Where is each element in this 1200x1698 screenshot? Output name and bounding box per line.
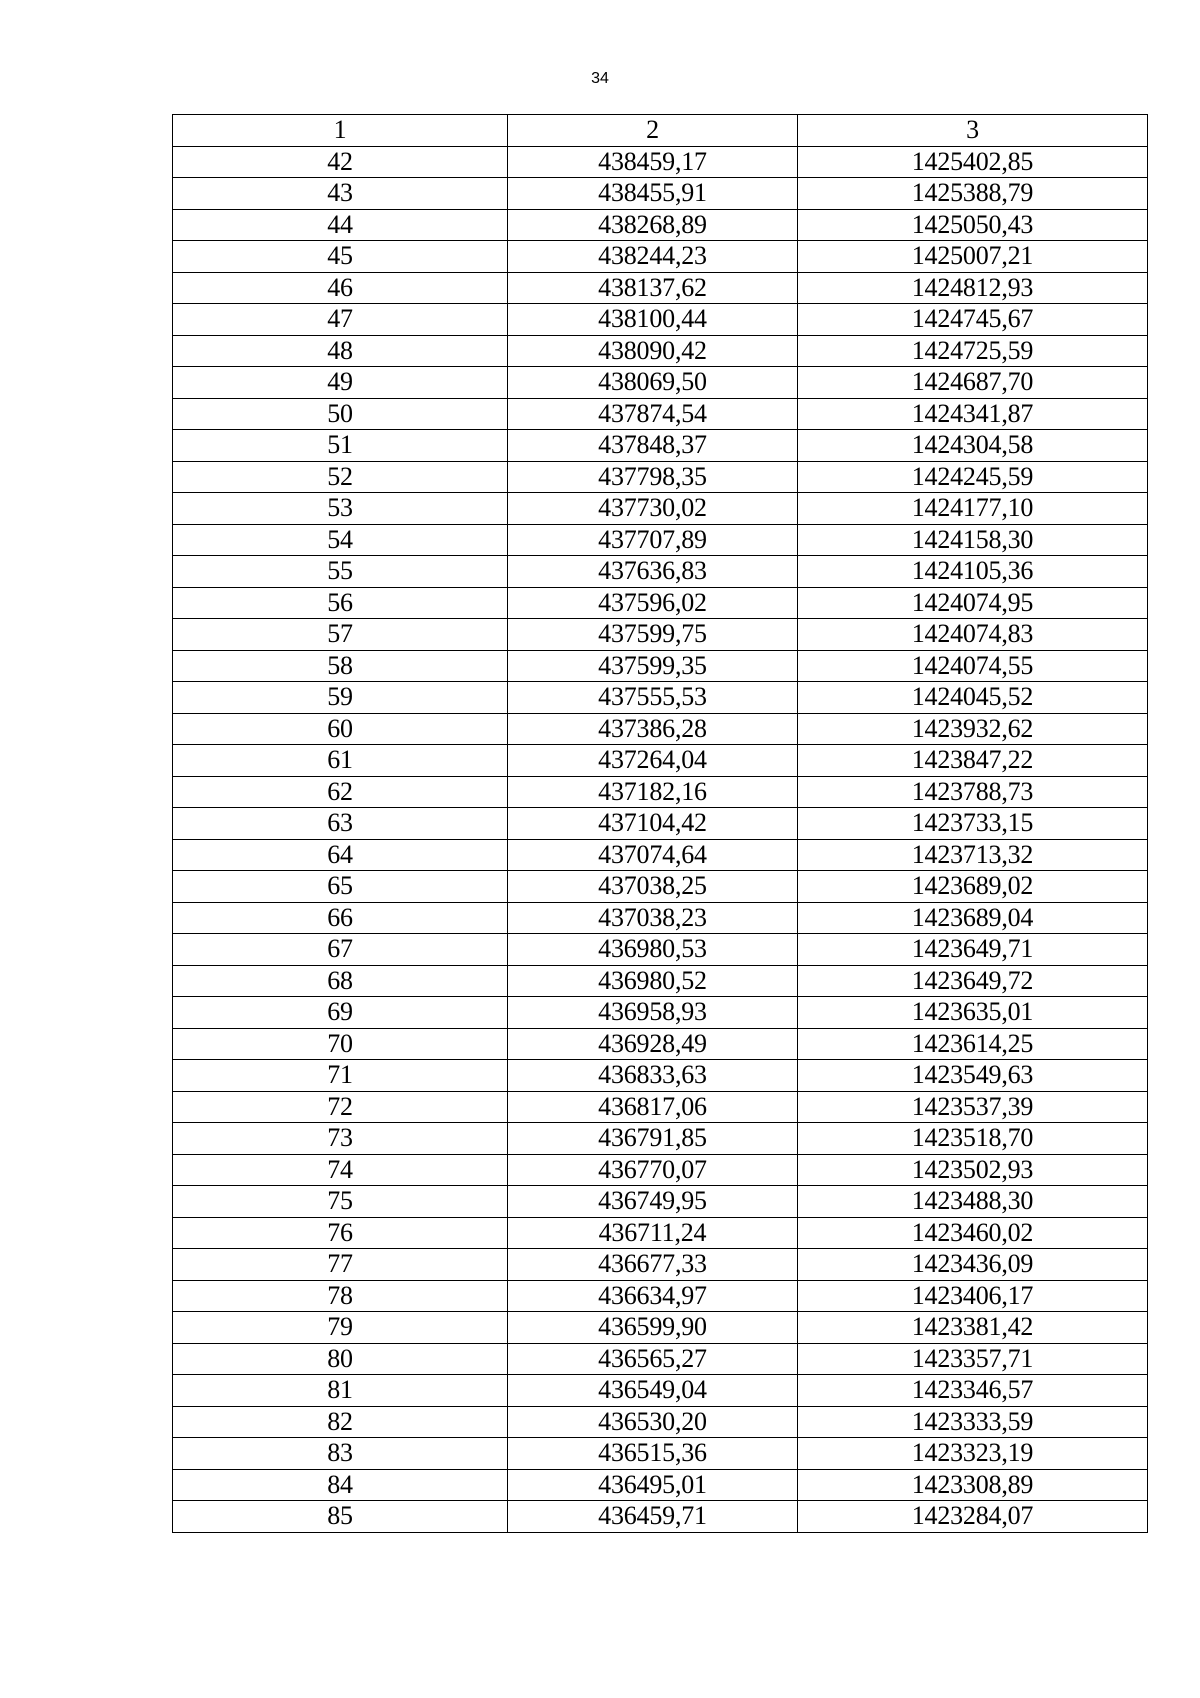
table-row <box>173 272 1148 304</box>
table-row <box>173 965 1148 997</box>
coordinate-x-cell: 436495,01 <box>508 1469 798 1501</box>
coordinate-x-cell: 436711,24 <box>508 1217 798 1249</box>
point-number-cell: 58 <box>173 650 508 682</box>
coordinate-x-cell: 437798,35 <box>508 461 798 493</box>
coordinate-y-cell: 1423333,59 <box>798 1406 1148 1438</box>
table-row <box>173 367 1148 399</box>
point-number-cell: 76 <box>173 1217 508 1249</box>
coordinate-x-cell: 437599,75 <box>508 619 798 651</box>
point-number-cell: 48 <box>173 335 508 367</box>
coordinate-y-cell: 1423713,32 <box>798 839 1148 871</box>
point-number-cell: 68 <box>173 965 508 997</box>
coordinate-x-cell: 437874,54 <box>508 398 798 430</box>
table-body <box>173 146 1148 1532</box>
coordinate-x-cell: 436958,93 <box>508 997 798 1029</box>
table-row <box>173 1280 1148 1312</box>
coordinate-x-cell: 438090,42 <box>508 335 798 367</box>
table-row <box>173 934 1148 966</box>
point-number-cell: 84 <box>173 1469 508 1501</box>
coordinate-y-cell: 1425007,21 <box>798 241 1148 273</box>
coordinate-y-cell: 1424687,70 <box>798 367 1148 399</box>
coordinate-y-cell: 1423635,01 <box>798 997 1148 1029</box>
coordinate-x-cell: 438244,23 <box>508 241 798 273</box>
coordinate-x-cell: 437636,83 <box>508 556 798 588</box>
table-row <box>173 808 1148 840</box>
table-row <box>173 1312 1148 1344</box>
point-number-cell: 49 <box>173 367 508 399</box>
point-number-cell: 52 <box>173 461 508 493</box>
coordinate-y-cell: 1425388,79 <box>798 178 1148 210</box>
table-row <box>173 1375 1148 1407</box>
point-number-cell: 67 <box>173 934 508 966</box>
column-header-2: 2 <box>508 115 798 147</box>
coordinate-x-cell: 437596,02 <box>508 587 798 619</box>
coordinate-y-cell: 1423537,39 <box>798 1091 1148 1123</box>
table-row <box>173 902 1148 934</box>
point-number-cell: 81 <box>173 1375 508 1407</box>
coordinate-y-cell: 1424105,36 <box>798 556 1148 588</box>
coordinate-y-cell: 1423689,04 <box>798 902 1148 934</box>
coordinate-y-cell: 1423488,30 <box>798 1186 1148 1218</box>
point-number-cell: 55 <box>173 556 508 588</box>
coordinate-y-cell: 1423323,19 <box>798 1438 1148 1470</box>
coordinate-y-cell: 1424304,58 <box>798 430 1148 462</box>
point-number-cell: 71 <box>173 1060 508 1092</box>
point-number-cell: 72 <box>173 1091 508 1123</box>
table-row <box>173 871 1148 903</box>
coordinate-x-cell: 437182,16 <box>508 776 798 808</box>
point-number-cell: 77 <box>173 1249 508 1281</box>
coordinate-x-cell: 438459,17 <box>508 146 798 178</box>
coordinate-y-cell: 1424812,93 <box>798 272 1148 304</box>
page-number: 34 <box>591 70 609 87</box>
table-row <box>173 493 1148 525</box>
point-number-cell: 73 <box>173 1123 508 1155</box>
coordinate-y-cell: 1423460,02 <box>798 1217 1148 1249</box>
coordinate-x-cell: 436770,07 <box>508 1154 798 1186</box>
point-number-cell: 44 <box>173 209 508 241</box>
table-row <box>173 556 1148 588</box>
coordinate-y-cell: 1425402,85 <box>798 146 1148 178</box>
table-row <box>173 1060 1148 1092</box>
coordinate-y-cell: 1424725,59 <box>798 335 1148 367</box>
coordinate-x-cell: 436749,95 <box>508 1186 798 1218</box>
coordinate-x-cell: 436515,36 <box>508 1438 798 1470</box>
table-row <box>173 587 1148 619</box>
table-row <box>173 713 1148 745</box>
coordinate-y-cell: 1423346,57 <box>798 1375 1148 1407</box>
coordinate-y-cell: 1424158,30 <box>798 524 1148 556</box>
point-number-cell: 46 <box>173 272 508 304</box>
coordinate-y-cell: 1423549,63 <box>798 1060 1148 1092</box>
coordinate-x-cell: 437264,04 <box>508 745 798 777</box>
coordinate-y-cell: 1423357,71 <box>798 1343 1148 1375</box>
table-row <box>173 1249 1148 1281</box>
coordinate-x-cell: 437038,25 <box>508 871 798 903</box>
table-header-row <box>173 115 1148 147</box>
point-number-cell: 80 <box>173 1343 508 1375</box>
table-row <box>173 1469 1148 1501</box>
point-number-cell: 63 <box>173 808 508 840</box>
coordinate-x-cell: 436599,90 <box>508 1312 798 1344</box>
coordinate-y-cell: 1424745,67 <box>798 304 1148 336</box>
coordinate-y-cell: 1423284,07 <box>798 1501 1148 1533</box>
point-number-cell: 65 <box>173 871 508 903</box>
coordinate-x-cell: 436833,63 <box>508 1060 798 1092</box>
point-number-cell: 83 <box>173 1438 508 1470</box>
coordinate-x-cell: 438137,62 <box>508 272 798 304</box>
coordinate-x-cell: 438455,91 <box>508 178 798 210</box>
coordinate-x-cell: 437730,02 <box>508 493 798 525</box>
table-row <box>173 1186 1148 1218</box>
coordinate-x-cell: 436565,27 <box>508 1343 798 1375</box>
point-number-cell: 60 <box>173 713 508 745</box>
coordinate-x-cell: 436980,53 <box>508 934 798 966</box>
coordinate-y-cell: 1423436,09 <box>798 1249 1148 1281</box>
table-row <box>173 241 1148 273</box>
table-row <box>173 1406 1148 1438</box>
coordinate-y-cell: 1424045,52 <box>798 682 1148 714</box>
table-row <box>173 1217 1148 1249</box>
point-number-cell: 50 <box>173 398 508 430</box>
coordinate-y-cell: 1423847,22 <box>798 745 1148 777</box>
table-row <box>173 146 1148 178</box>
table-row <box>173 335 1148 367</box>
coordinate-x-cell: 436634,97 <box>508 1280 798 1312</box>
coordinate-x-cell: 436791,85 <box>508 1123 798 1155</box>
point-number-cell: 45 <box>173 241 508 273</box>
point-number-cell: 61 <box>173 745 508 777</box>
coordinate-y-cell: 1423689,02 <box>798 871 1148 903</box>
point-number-cell: 74 <box>173 1154 508 1186</box>
point-number-cell: 51 <box>173 430 508 462</box>
table-row <box>173 997 1148 1029</box>
table-row <box>173 209 1148 241</box>
coordinate-y-cell: 1424341,87 <box>798 398 1148 430</box>
point-number-cell: 56 <box>173 587 508 619</box>
coordinate-x-cell: 437038,23 <box>508 902 798 934</box>
point-number-cell: 47 <box>173 304 508 336</box>
coordinates-table <box>172 114 1148 1533</box>
table-row <box>173 178 1148 210</box>
coordinate-x-cell: 437599,35 <box>508 650 798 682</box>
coordinate-x-cell: 436817,06 <box>508 1091 798 1123</box>
point-number-cell: 79 <box>173 1312 508 1344</box>
coordinate-y-cell: 1423308,89 <box>798 1469 1148 1501</box>
coordinate-y-cell: 1423518,70 <box>798 1123 1148 1155</box>
coordinate-y-cell: 1424074,55 <box>798 650 1148 682</box>
table-row <box>173 745 1148 777</box>
coordinate-x-cell: 436549,04 <box>508 1375 798 1407</box>
coordinate-y-cell: 1425050,43 <box>798 209 1148 241</box>
table-row <box>173 1154 1148 1186</box>
coordinate-y-cell: 1423406,17 <box>798 1280 1148 1312</box>
table-row <box>173 524 1148 556</box>
coordinate-y-cell: 1423381,42 <box>798 1312 1148 1344</box>
coordinate-y-cell: 1424177,10 <box>798 493 1148 525</box>
table-row <box>173 1123 1148 1155</box>
point-number-cell: 69 <box>173 997 508 1029</box>
coordinate-x-cell: 438069,50 <box>508 367 798 399</box>
table-row <box>173 1343 1148 1375</box>
coordinate-y-cell: 1424074,83 <box>798 619 1148 651</box>
coordinate-y-cell: 1424074,95 <box>798 587 1148 619</box>
point-number-cell: 66 <box>173 902 508 934</box>
coordinate-x-cell: 437104,42 <box>508 808 798 840</box>
table-row <box>173 461 1148 493</box>
table-row <box>173 1091 1148 1123</box>
coordinate-x-cell: 437386,28 <box>508 713 798 745</box>
coordinate-x-cell: 436530,20 <box>508 1406 798 1438</box>
point-number-cell: 54 <box>173 524 508 556</box>
coordinate-y-cell: 1423932,62 <box>798 713 1148 745</box>
point-number-cell: 57 <box>173 619 508 651</box>
point-number-cell: 43 <box>173 178 508 210</box>
table-row <box>173 304 1148 336</box>
table-row <box>173 650 1148 682</box>
coordinate-y-cell: 1423614,25 <box>798 1028 1148 1060</box>
point-number-cell: 42 <box>173 146 508 178</box>
coordinate-y-cell: 1423733,15 <box>798 808 1148 840</box>
point-number-cell: 62 <box>173 776 508 808</box>
table-row <box>173 1028 1148 1060</box>
column-header-1: 1 <box>173 115 508 147</box>
coordinate-x-cell: 437074,64 <box>508 839 798 871</box>
point-number-cell: 53 <box>173 493 508 525</box>
coordinate-x-cell: 436459,71 <box>508 1501 798 1533</box>
table-row <box>173 430 1148 462</box>
coordinate-x-cell: 436677,33 <box>508 1249 798 1281</box>
table-row <box>173 619 1148 651</box>
point-number-cell: 64 <box>173 839 508 871</box>
table-row <box>173 1438 1148 1470</box>
coordinate-x-cell: 437707,89 <box>508 524 798 556</box>
coordinate-y-cell: 1423649,72 <box>798 965 1148 997</box>
column-header-3: 3 <box>798 115 1148 147</box>
coordinate-x-cell: 438268,89 <box>508 209 798 241</box>
point-number-cell: 78 <box>173 1280 508 1312</box>
coordinate-x-cell: 436980,52 <box>508 965 798 997</box>
table-row <box>173 839 1148 871</box>
point-number-cell: 82 <box>173 1406 508 1438</box>
table-row <box>173 1501 1148 1533</box>
table-row <box>173 398 1148 430</box>
coordinate-y-cell: 1423649,71 <box>798 934 1148 966</box>
coordinate-x-cell: 436928,49 <box>508 1028 798 1060</box>
table-row <box>173 682 1148 714</box>
point-number-cell: 59 <box>173 682 508 714</box>
coordinate-y-cell: 1424245,59 <box>798 461 1148 493</box>
coordinate-x-cell: 437848,37 <box>508 430 798 462</box>
point-number-cell: 70 <box>173 1028 508 1060</box>
table-row <box>173 776 1148 808</box>
point-number-cell: 75 <box>173 1186 508 1218</box>
coordinate-y-cell: 1423502,93 <box>798 1154 1148 1186</box>
coordinate-x-cell: 438100,44 <box>508 304 798 336</box>
coordinate-y-cell: 1423788,73 <box>798 776 1148 808</box>
coordinate-x-cell: 437555,53 <box>508 682 798 714</box>
point-number-cell: 85 <box>173 1501 508 1533</box>
